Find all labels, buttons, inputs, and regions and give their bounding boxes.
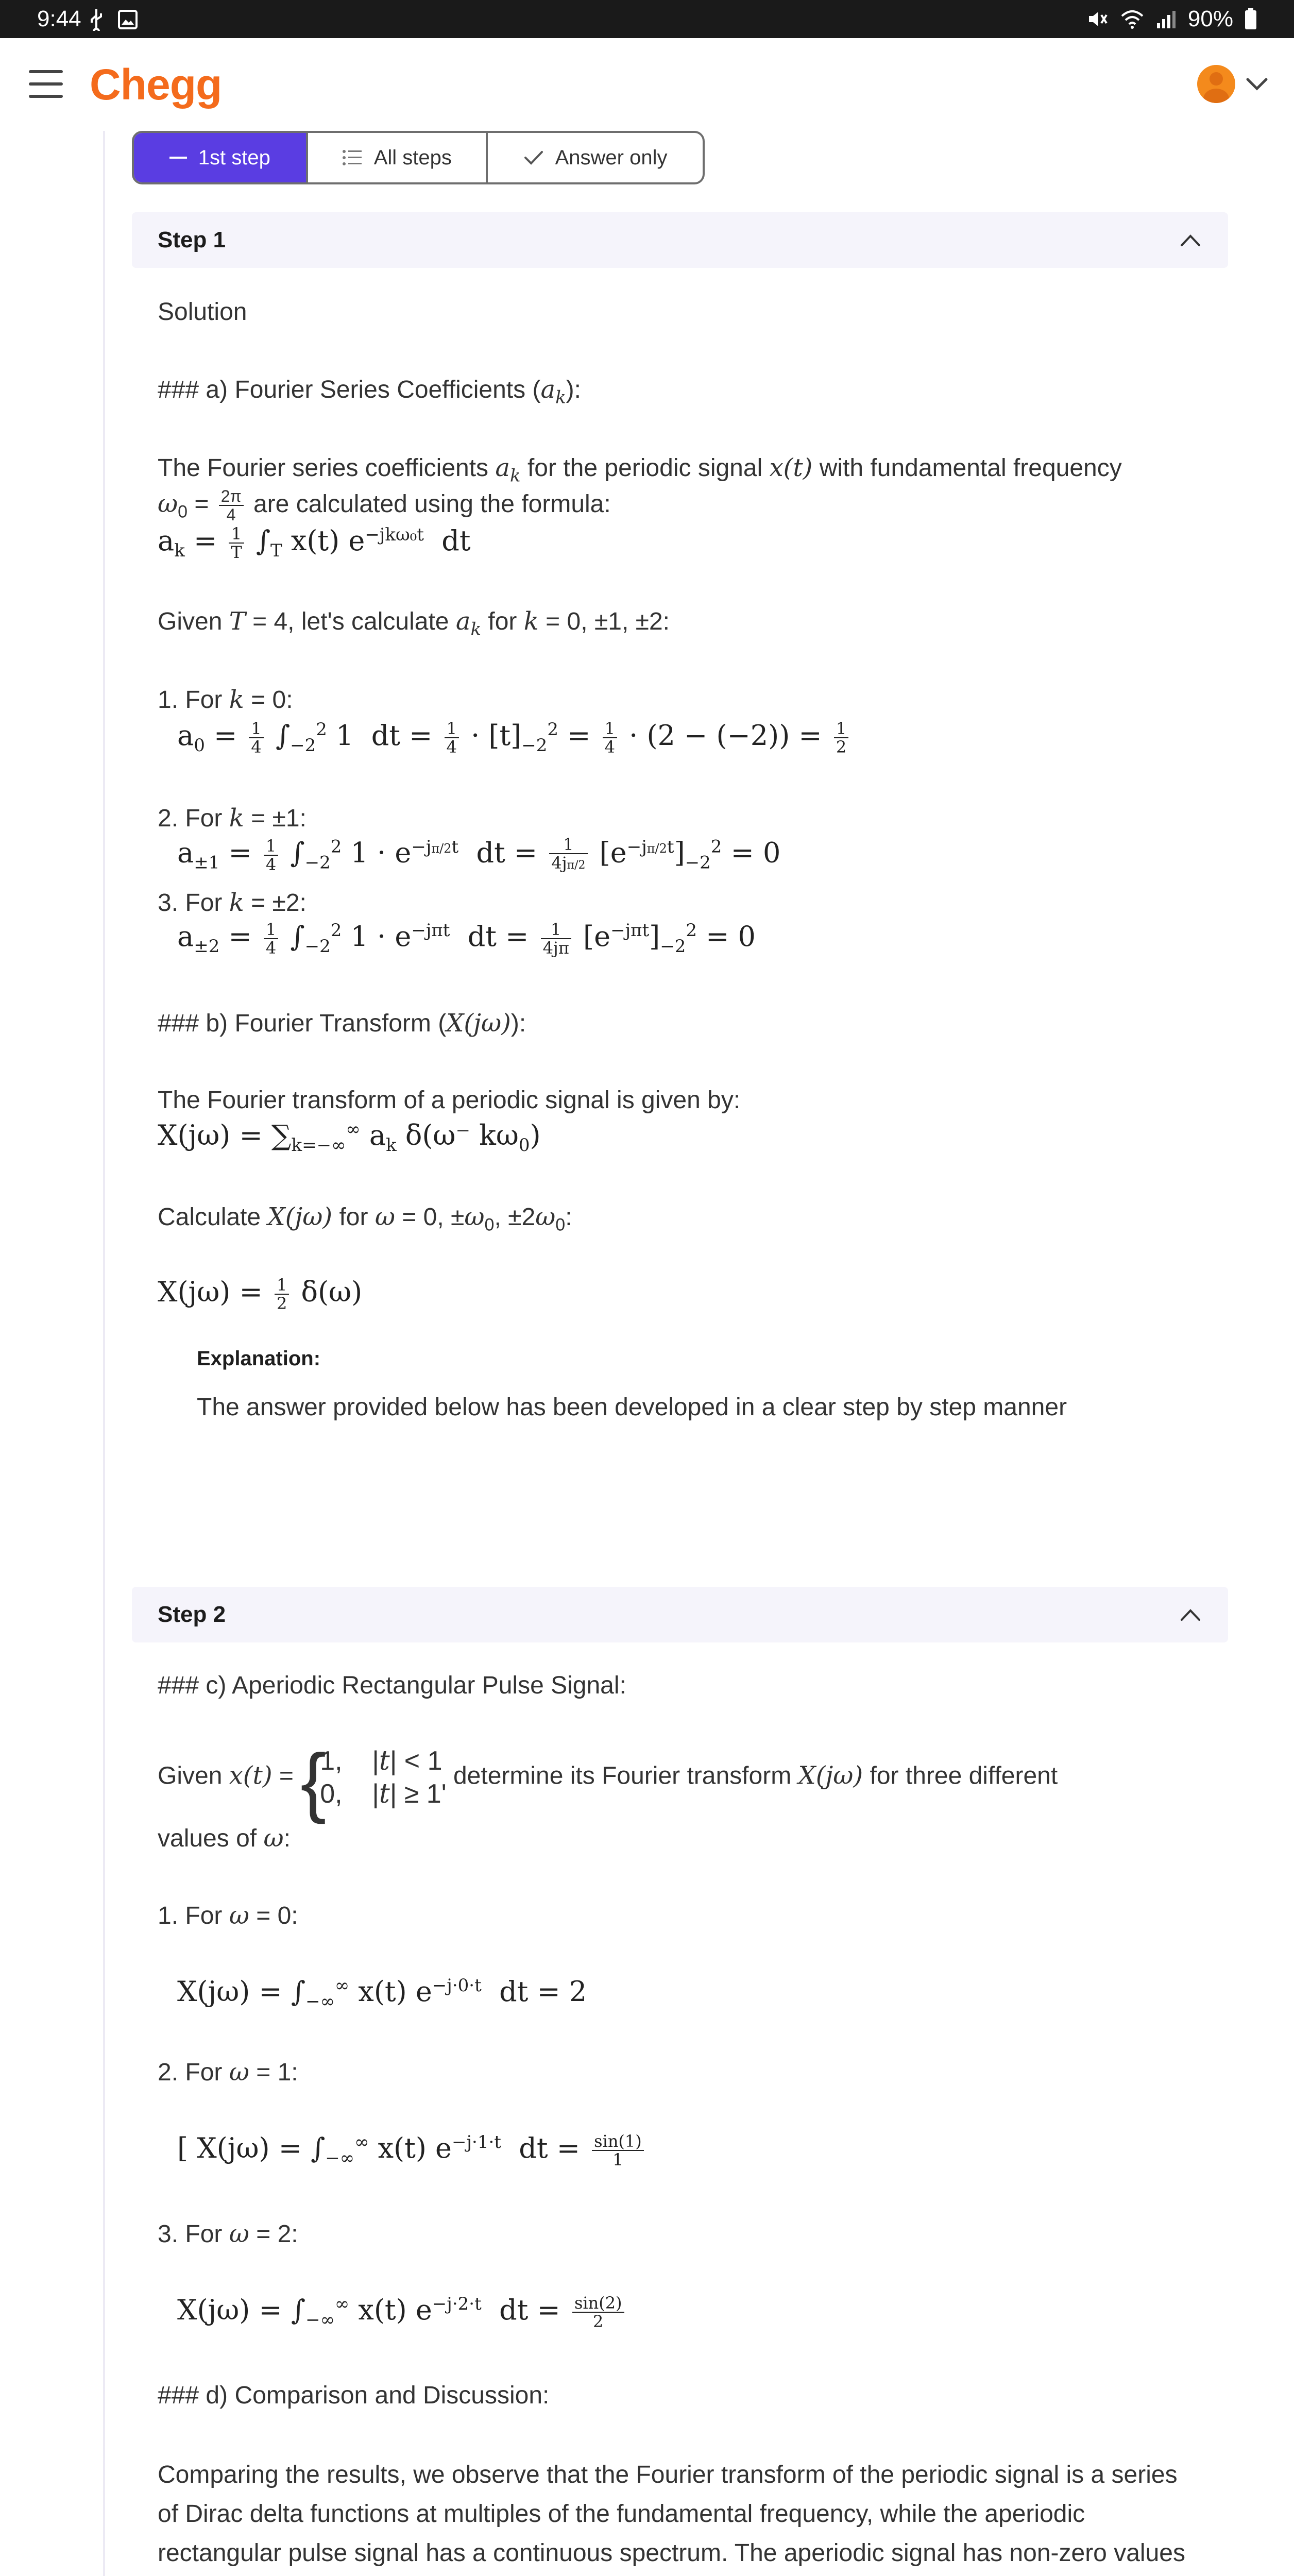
step-2-title: Step 2 [158,1602,226,1627]
dash-icon [169,155,187,160]
status-right [1086,6,1257,32]
tab-answer-only[interactable] [486,133,703,182]
case-w1-formula: [ $X(j\omega) = \int_{-\infty}^\infty$ x(t) $e^{-j\cdot 1\cdot t}$ dt = $\frac{\sin(1)}{1}$ [177,2132,647,2168]
case-w0-label: 1. For ω = 0: [158,1901,298,1930]
mute-icon [1086,9,1109,29]
solution-label: Solution [158,298,247,326]
case-k2-label: 3. For k = ±2: [158,888,307,917]
case-k0-formula: $a_0$ = $\frac{1}{4}$ $\int_{-2}^2$ 1 dt = $\frac{1}{4}$ · $[t]_{-2}^2$ = $\frac{1}{4}$ · (2 − (−2)) = $\frac{1}{2}$ [177,719,852,756]
tab-1st-step-label: 1st step [198,146,270,169]
heading-b: ### b) Fourier Transform (X(jω)): [158,1009,526,1038]
app-header [0,38,1294,131]
step-1-title: Step 1 [158,227,226,252]
given-pulse-line-2: values of ω: [158,1824,291,1853]
view-toggle [132,131,705,184]
status-time: 9:44 [37,6,81,31]
given-t-line: Given T = 4, let's calculate $a_k$ for k = 0, ±1, ±2: [158,607,670,640]
case-w0-formula: $X(j\omega) = \int_{-\infty}^\infty$ x(t) $e^{-j\cdot 0\cdot t}$ dt = 2 [177,1975,587,2012]
given-pulse-line: Given x(t) = { 1, |t| < 1 0, |t| ≥ 1' determine its Fourier transform X(jω) for three different [158,1738,1058,1824]
tab-1st-step[interactable] [134,133,306,182]
case-w2-formula: $X(j\omega) = \int_{-\infty}^\infty$ x(t) $e^{-j\cdot 2\cdot t}$ dt = $\frac{\sin(2)}{2}$ [177,2294,627,2330]
avatar[interactable] [1197,65,1235,103]
chevron-up-icon[interactable] [1178,228,1203,253]
wifi-icon [1120,9,1145,29]
tab-all-steps-label: All steps [373,146,452,169]
status-left-icons [89,8,138,31]
hamburger-menu-icon[interactable] [29,66,63,102]
intro-line-1: The Fourier series coefficients $a_k$ for the periodic signal x(t) with fundamental frequency [158,453,1122,486]
case-w2-label: 3. For ω = 2: [158,2219,298,2248]
chegg-logo[interactable]: Chegg [90,60,222,109]
piecewise-definition: { 1, |t| < 1 0, |t| ≥ 1' [300,1738,447,1824]
case-k2-formula: $a_{\pm 2}$ = $\frac{1}{4}$ $\int_{-2}^2$ $1 \cdot e^{-j\pi t}$ dt = $\frac{1}{4j\pi}$ $[e^{-j\pi t}]_{-2}^2 = 0$ [177,920,756,958]
gallery-icon [117,9,138,30]
battery-percent: 90% [1187,6,1233,31]
ft-intro: The Fourier transform of a periodic signal is given by: [158,1087,741,1114]
case-k1-label: 2. For k = ±1: [158,804,307,833]
list-icon [342,148,363,167]
status-bar [0,0,1294,38]
check-icon [523,149,544,166]
step-1-header[interactable] [132,212,1228,268]
heading-c: ### c) Aperiodic Rectangular Pulse Signal: [158,1672,626,1699]
calculate-line: Calculate X(jω) for ω = 0, $\pm\omega_0$, $\pm 2\omega_0$: [158,1202,572,1235]
content-left-rule [103,131,105,2576]
step-2-header[interactable] [132,1587,1228,1642]
explanation-label-1: Explanation: [197,1347,321,1370]
case-k0-label: 1. For k = 0: [158,685,293,714]
coefficient-formula: $a_k$ = $\frac{1}{T}$ $\int_T$ x(t) $e^{-jk\omega_0t}$ dt [158,524,471,562]
case-k1-formula: $a_{\pm 1}$ = $\frac{1}{4}$ $\int_{-2}^2$ $1 \cdot e^{-j\pi/2t}$ dt = $\frac{1}{4j\pi/2}$ $[e^{-j\pi/2t}]_{-2}^2 = 0$ [177,835,781,874]
usb-icon [89,8,104,31]
discussion-paragraph: Comparing the results, we observe that the Fourier transform of the periodic signal is a series of Dirac delta functions at multiples of the fundamental frequency, while the aperiodic rectangular pulse signal has a continuous spectrum. The aperiodic signal has non-zero values [158,2461,1185,2567]
chevron-down-icon[interactable] [1241,69,1272,100]
tab-answer-only-label: Answer only [555,146,668,169]
result-formula: X(jω) = $\frac{1}{2}$ δ(ω) [158,1275,363,1313]
tab-all-steps[interactable] [306,133,486,182]
chevron-up-icon[interactable] [1178,1602,1203,1628]
signal-icon [1156,9,1177,29]
case-w1-label: 2. For ω = 1: [158,2058,298,2087]
explanation-text-1: The answer provided below has been developed in a clear step by step manner [197,1394,1067,1421]
ft-formula: $X(j\omega) = \sum_{k=-\infty}^\infty$ $a_k$ δ(ω⁻ $k\omega_0$) [158,1119,541,1156]
heading-d: ### d) Comparison and Discussion: [158,2382,550,2409]
heading-a: ### a) Fourier Series Coefficients $(a_k)$: [158,375,581,408]
battery-icon [1245,8,1257,30]
intro-line-2: $\omega_0$ = $\frac{2\pi}{4}$ are calculated using the formula: [158,487,611,524]
